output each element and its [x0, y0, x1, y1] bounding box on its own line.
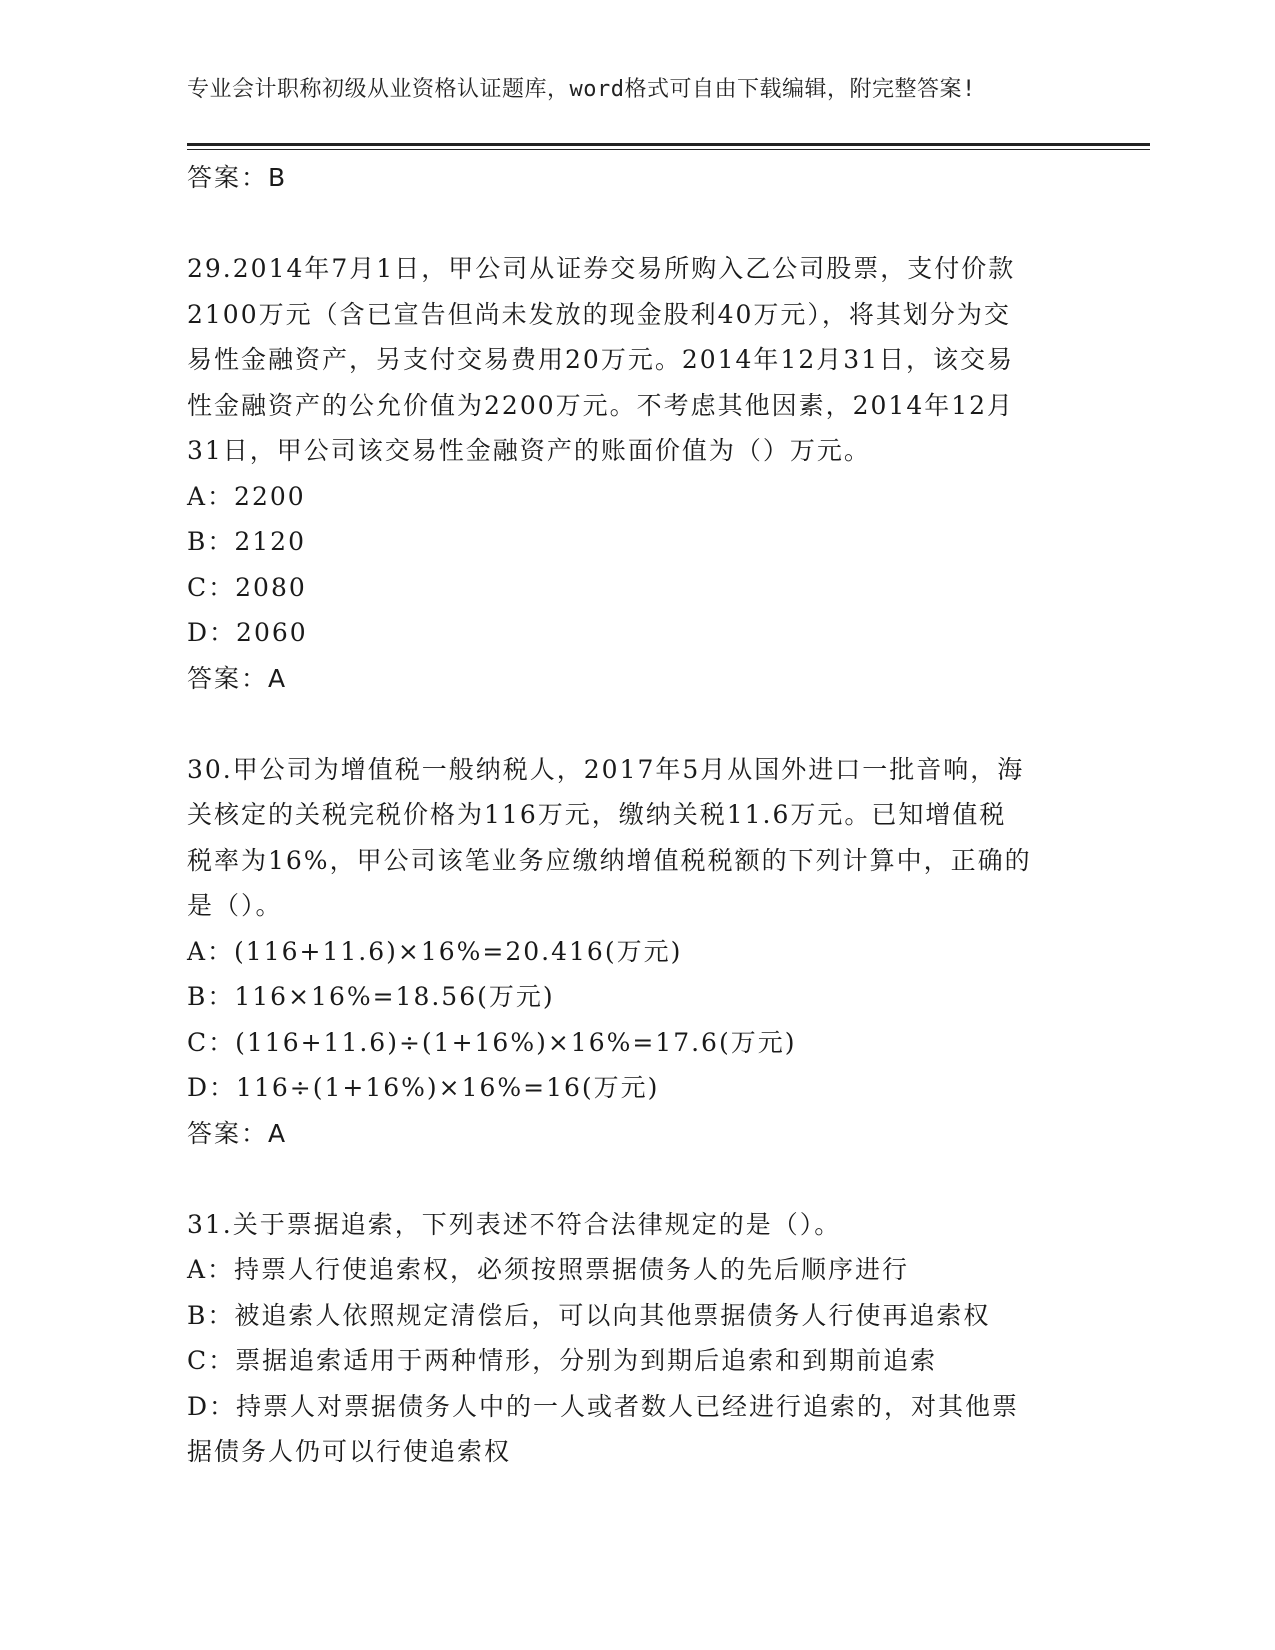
option-d: D：持票人对票据债务人中的一人或者数人已经进行追索的，对其他票: [187, 1391, 1020, 1421]
question-stem-line: 2100万元（含已宣告但尚未发放的现金股利40万元），将其划分为交: [187, 299, 1011, 329]
question-stem-line: 30.甲公司为增值税一般纳税人，2017年5月从国外进口一批音响，海: [187, 754, 1025, 784]
previous-answer: 答案：B: [187, 163, 288, 192]
question-stem-line: 关核定的关税完税价格为116万元，缴纳关税11.6万元。已知增值税: [187, 800, 1007, 829]
option-d: D：2060: [187, 618, 308, 647]
question-stem-line: 31日，甲公司该交易性金融资产的账面价值为（）万元。: [187, 436, 871, 465]
question-answer: 答案：A: [187, 1118, 288, 1148]
question-30: [187, 747, 1087, 1157]
option-b: B：2120: [187, 527, 306, 556]
question-answer: 答案：A: [187, 663, 288, 693]
page-header: 专业会计职称初级从业资格认证题库，word格式可自由下载编辑，附完整答案!: [187, 77, 976, 102]
header-rule-thin: [187, 149, 1150, 150]
option-c: C：2080: [187, 572, 307, 602]
question-29: [187, 246, 1087, 701]
spacer: [187, 1156, 1087, 1202]
question-stem-line: 29.2014年7月1日，甲公司从证券交易所购入乙公司股票，支付价款: [187, 254, 1016, 283]
question-31: [187, 1202, 1087, 1475]
spacer: [187, 201, 1087, 247]
question-stem-line: 易性金融资产，另支付交易费用20万元。2014年12月31日，该交易: [187, 345, 1015, 374]
question-stem-line: 是（）。: [187, 891, 283, 920]
option-a: A：持票人行使追索权，必须按照票据债务人的先后顺序进行: [187, 1255, 910, 1284]
header-rule-thick: [187, 143, 1150, 146]
question-stem-line: 税率为16%，甲公司该笔业务应缴纳增值税税额的下列计算中，正确的: [187, 845, 1032, 875]
option-b: B：116×16%=18.56(万元): [187, 982, 555, 1011]
question-stem-line: 31.关于票据追索，下列表述不符合法律规定的是（）。: [187, 1209, 842, 1239]
option-c: C：票据追索适用于两种情形，分别为到期后追索和到期前追索: [187, 1346, 938, 1375]
document-body: [187, 155, 1087, 1475]
option-c: C：(116+11.6)÷(1+16%)×16%=17.6(万元): [187, 1027, 797, 1057]
option-a: A：(116+11.6)×16%=20.416(万元): [187, 936, 683, 966]
option-a: A：2200: [187, 481, 306, 511]
option-d: D：116÷(1+16%)×16%=16(万元): [187, 1073, 660, 1102]
spacer: [187, 701, 1087, 747]
option-d-continued: 据债务人仍可以行使追索权: [187, 1437, 512, 1466]
question-stem-line: 性金融资产的公允价值为2200万元。不考虑其他因素，2014年12月: [187, 390, 1015, 420]
option-b: B：被追索人依照规定清偿后，可以向其他票据债务人行使再追索权: [187, 1300, 991, 1330]
